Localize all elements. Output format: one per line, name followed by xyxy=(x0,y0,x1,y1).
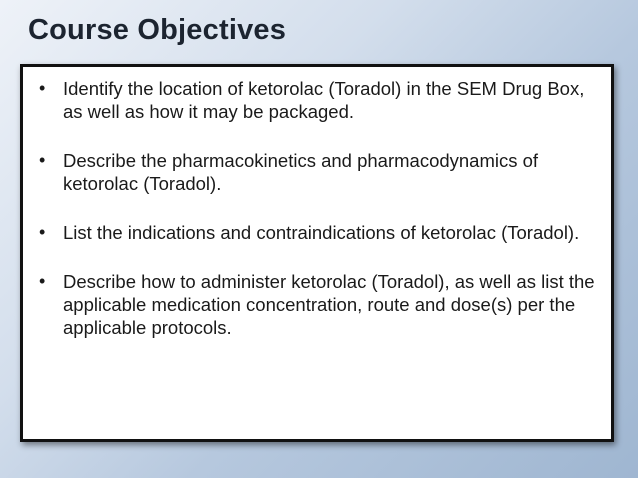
bullet-icon: • xyxy=(39,78,46,98)
bullet-icon: • xyxy=(39,271,46,291)
objectives-box xyxy=(20,64,614,442)
objective-item-1 xyxy=(35,77,605,123)
objective-item-4 xyxy=(35,270,605,339)
objective-item-2 xyxy=(35,149,605,195)
objective-text-4: Describe how to administer ketorolac (Toradol), as well as list the applicable medication concentration, route and dose(s) per the applicable protocols. xyxy=(63,271,595,338)
bullet-icon: • xyxy=(39,150,46,170)
objective-text-3: List the indications and contraindications of ketorolac (Toradol). xyxy=(63,222,580,243)
objective-text-1: Identify the location of ketorolac (Toradol) in the SEM Drug Box, as well as how it may be packaged. xyxy=(63,78,585,122)
bullet-icon: • xyxy=(39,222,46,242)
objectives-list xyxy=(23,67,611,339)
objective-item-3 xyxy=(35,221,605,244)
objective-text-2: Describe the pharmacokinetics and pharmacodynamics of ketorolac (Toradol). xyxy=(63,150,539,194)
slide-title: Course Objectives xyxy=(28,14,287,46)
